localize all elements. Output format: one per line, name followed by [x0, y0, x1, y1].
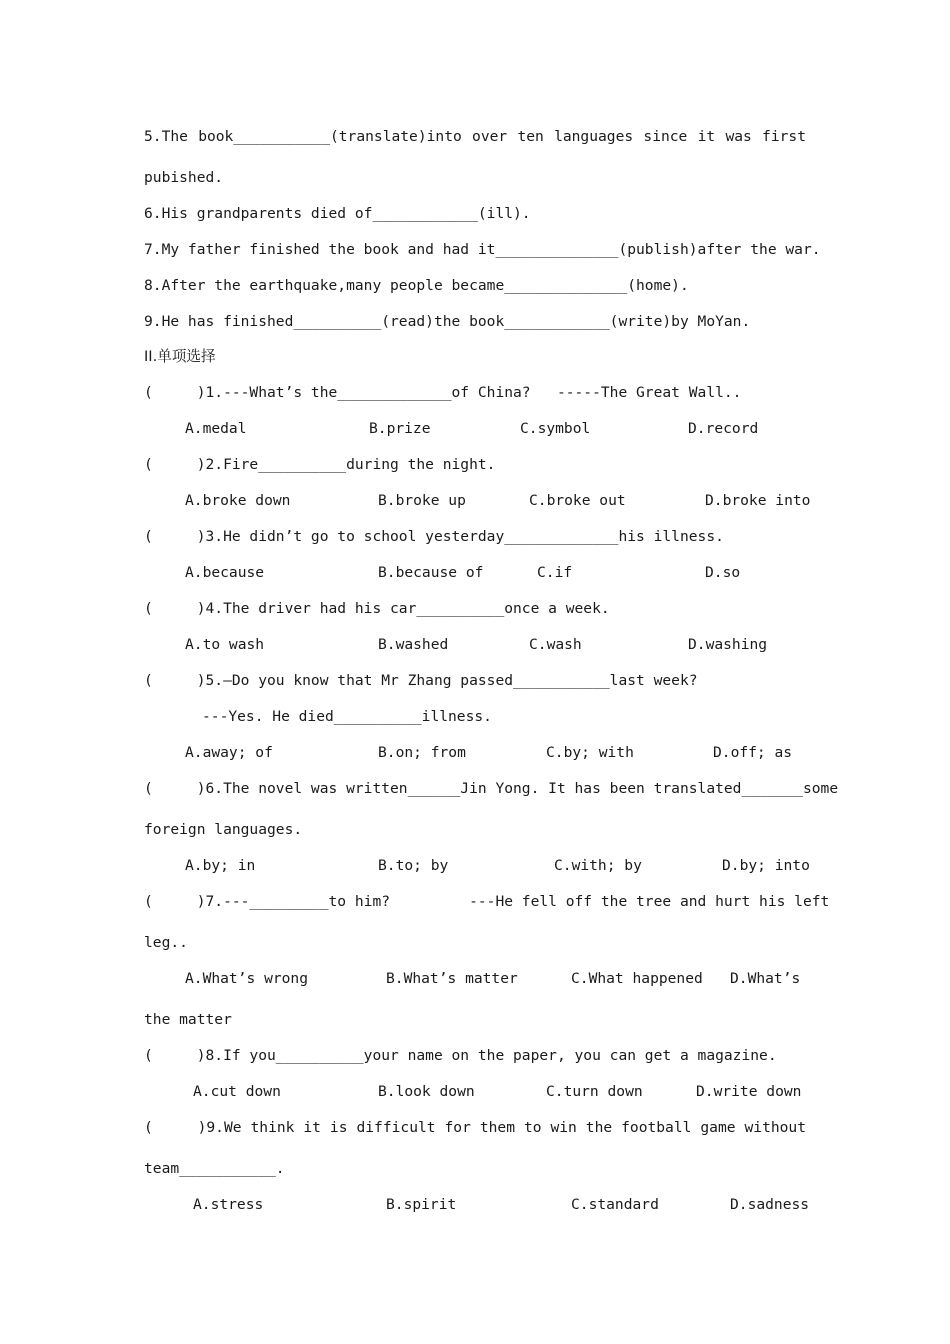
q5-option-d: D.off; as: [713, 744, 793, 761]
q5-option-c: C.by; with: [546, 744, 634, 761]
q2-option-a: A.broke down: [185, 492, 291, 509]
q7-option-b: B.What’s matter: [386, 970, 518, 987]
mc-question-9-continued: team___________.: [144, 1160, 285, 1177]
mc-question-6-continued: foreign languages.: [144, 821, 303, 838]
q4-option-b: B.washed: [378, 636, 449, 653]
q7-option-c: C.What happened: [571, 970, 703, 987]
q1-option-a: A.medal: [185, 420, 247, 437]
q3-option-d: D.so: [705, 564, 741, 581]
q7-option-d: D.What’s: [730, 970, 801, 987]
q4-option-a: A.to wash: [185, 636, 265, 653]
section-2-title: II.单项选择: [144, 348, 216, 365]
q6-option-d: D.by; into: [722, 857, 810, 874]
q8-option-c: C.turn down: [546, 1083, 643, 1100]
q8-option-d: D.write down: [696, 1083, 802, 1100]
q4-option-d: D.washing: [688, 636, 768, 653]
mc-question-5: ( )5.—Do you know that Mr Zhang passed___________last week?: [144, 672, 698, 689]
q8-option-a: A.cut down: [193, 1083, 281, 1100]
q9-option-c: C.standard: [571, 1196, 659, 1213]
q9-option-b: B.spirit: [386, 1196, 457, 1213]
q6-option-c: C.with; by: [554, 857, 642, 874]
mc-question-7: ( )7.---_________to him? ---He fell off the tree and hurt his left: [144, 893, 830, 910]
mc-question-1: ( )1.---What’s the_____________of China? -----The Great Wall..: [144, 384, 742, 401]
q3-option-c: C.if: [537, 564, 573, 581]
q3-option-a: A.because: [185, 564, 265, 581]
mc-question-3: ( )3.He didn’t go to school yesterday_____________his illness.: [144, 528, 724, 545]
q6-option-b: B.to; by: [378, 857, 449, 874]
fill-in-question-9: 9.He has finished__________(read)the book____________(write)by MoYan.: [144, 313, 751, 330]
q3-option-b: B.because of: [378, 564, 484, 581]
q6-option-a: A.by; in: [185, 857, 256, 874]
q5-option-a: A.away; of: [185, 744, 273, 761]
q1-option-b: B.prize: [369, 420, 431, 437]
mc-question-4: ( )4.The driver had his car__________once a week.: [144, 600, 610, 617]
mc-question-2: ( )2.Fire__________during the night.: [144, 456, 496, 473]
q8-option-b: B.look down: [378, 1083, 475, 1100]
q9-option-a: A.stress: [193, 1196, 264, 1213]
fill-in-question-6: 6.His grandparents died of____________(ill).: [144, 205, 531, 222]
mc-question-6: ( )6.The novel was written______Jin Yong. It has been translated_______some: [144, 780, 839, 797]
fill-in-question-7: 7.My father finished the book and had it______________(publish)after the war.: [144, 241, 821, 258]
q2-option-d: D.broke into: [705, 492, 811, 509]
fill-in-question-5: 5.The book___________(translate)into over ten languages since it was first: [144, 128, 806, 145]
q1-option-d: D.record: [688, 420, 759, 437]
q7-option-a: A.What’s wrong: [185, 970, 309, 987]
mc-question-5-reply: ---Yes. He died__________illness.: [202, 708, 492, 725]
fill-in-question-8: 8.After the earthquake,many people became______________(home).: [144, 277, 689, 294]
mc-question-7-continued: leg..: [144, 934, 188, 951]
mc-question-8: ( )8.If you__________your name on the paper, you can get a magazine.: [144, 1047, 777, 1064]
q9-option-d: D.sadness: [730, 1196, 810, 1213]
mc-question-9: ( )9.We think it is difficult for them to win the football game without: [144, 1119, 806, 1136]
q7-option-d-continued: the matter: [144, 1011, 232, 1028]
q4-option-c: C.wash: [529, 636, 582, 653]
fill-in-question-5-continued: pubished.: [144, 169, 224, 186]
q5-option-b: B.on; from: [378, 744, 466, 761]
q2-option-b: B.broke up: [378, 492, 466, 509]
q2-option-c: C.broke out: [529, 492, 626, 509]
q1-option-c: C.symbol: [520, 420, 591, 437]
